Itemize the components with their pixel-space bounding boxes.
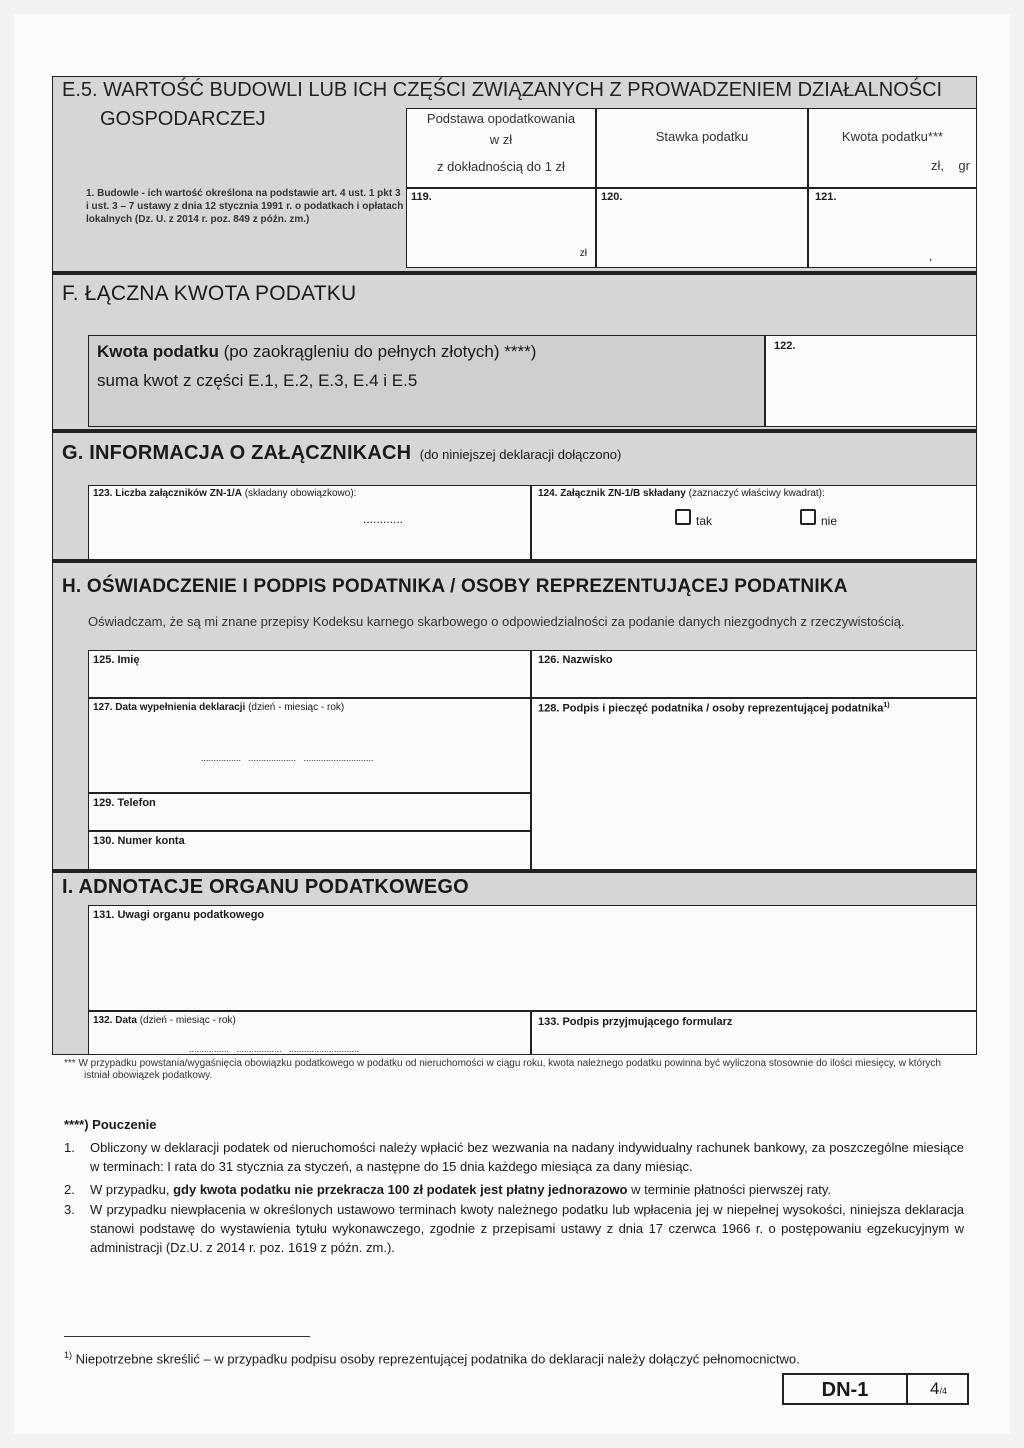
field-119-unit: zł <box>579 248 587 259</box>
notice-item-2 <box>64 1180 964 1199</box>
field-121[interactable] <box>808 188 977 268</box>
field-126-label: 126. Nazwisko <box>538 654 613 666</box>
field-132[interactable] <box>88 1011 531 1055</box>
field-132-label <box>93 1015 236 1026</box>
section-f-title <box>62 282 356 306</box>
field-125-label: 125. Imię <box>93 654 140 666</box>
field-120-label: 120. <box>601 191 623 203</box>
field-123-label <box>93 488 356 499</box>
form-id: DN-1 <box>821 1379 869 1401</box>
field-122[interactable] <box>765 335 977 427</box>
field-119[interactable] <box>406 188 596 268</box>
field-131-label: 131. Uwagi organu podatkowego <box>93 909 265 921</box>
field-123[interactable] <box>88 485 531 560</box>
col-header-amount-label: Kwota podatku*** <box>841 129 944 144</box>
notice-item-2-number: 2. <box>64 1182 75 1197</box>
field-total-label-bold: Kwota podatku <box>97 342 219 361</box>
field-121-separator: , <box>929 249 933 263</box>
field-129[interactable] <box>88 793 531 831</box>
field-124 <box>531 485 977 560</box>
field-130[interactable] <box>88 831 531 870</box>
section-i-title <box>62 876 469 899</box>
checkbox-yes-label: tak <box>696 514 713 528</box>
field-133[interactable] <box>531 1011 977 1055</box>
field-120[interactable] <box>596 188 808 268</box>
checkbox-no-label: nie <box>821 514 838 528</box>
notice-item-3 <box>64 1200 964 1257</box>
field-121-label: 121. <box>815 191 837 203</box>
field-122-label: 122. <box>774 340 796 352</box>
page-number-cell <box>906 1375 969 1403</box>
col-header-base-line1: Podstawa opodatkowania <box>426 111 576 126</box>
field-127-label-rest: (dzień - miesiąc - rok) <box>245 702 345 713</box>
notice-title-text: ****) Pouczenie <box>64 1117 157 1132</box>
section-g-subtitle: (do niniejszej deklaracji dołączono) <box>419 447 622 462</box>
notice-item-1-text: Obliczony w deklaracji podatek od nieruchomości należy wpłacić bez wezwania na nadany indywidualny rachunek bankowy, za poszczególne miesiące w terminach: I rata do 31 stycznia za styczeń, a następne do 15 dnia każdego miesiąca za dany miesiąc. <box>90 1140 964 1174</box>
footnote-1-marker: 1) <box>64 1350 73 1360</box>
field-132-label-bold: 132. Data <box>93 1015 137 1026</box>
field-128-label <box>538 702 890 715</box>
field-124-label-bold: 124. Załącznik ZN-1/B składany <box>538 488 686 499</box>
field-119-label: 119. <box>411 191 432 203</box>
field-124-label <box>538 488 825 499</box>
checkbox-yes[interactable] <box>675 508 712 526</box>
notice-item-1-number: 1. <box>64 1140 75 1155</box>
field-total-label <box>88 335 765 427</box>
field-128-footnote-ref: 1) <box>883 702 890 709</box>
field-total-label-rest: (po zaokrągleniu do pełnych złotych) ****) <box>218 342 537 361</box>
field-132-dots: ................ .................. ............................ <box>189 1044 360 1054</box>
form-badge <box>782 1373 969 1405</box>
page-number: 4 <box>930 1379 940 1398</box>
notice-item-2-text <box>90 1180 964 1199</box>
field-128-label-text: 128. Podpis i pieczęć podatnika / osoby reprezentującej podatnika <box>538 702 884 715</box>
footnote-stars-text: W przypadku powstania/wygaśnięcia obowiązku podatkowego w podatku od nieruchomości w ciągu roku, kwota należnego podatku powinna być wyliczona stosownie do ilości miesięcy, w których istniał obowiązek podatkowy. <box>78 1058 941 1081</box>
notice-item-1 <box>64 1138 964 1176</box>
col-header-base-line2: w zł <box>489 132 513 147</box>
page-total: /4 <box>939 1386 947 1396</box>
footnote-stars <box>64 1058 964 1082</box>
footnote-stars-marker: *** <box>64 1058 76 1069</box>
section-e5-title-line1: E.5. WARTOŚĆ BUDOWLI LUB ICH CZĘŚCI ZWIĄZANYCH Z PROWADZENIEM DZIAŁALNOŚCI <box>62 79 943 101</box>
section-f-title-text: F. ŁĄCZNA KWOTA PODATKU <box>62 282 357 305</box>
section-h-statement-text: Oświadczam, że są mi znane przepisy Kodeksu karnego skarbowego o odpowiedzialności za podanie danych niezgodnych z rzeczywistością. <box>88 614 905 629</box>
field-123-dots: ............ <box>363 512 404 526</box>
field-125[interactable] <box>88 650 531 698</box>
e5-row-label <box>86 187 406 226</box>
notice-item-2-text-b: w terminie płatności pierwszej raty. <box>627 1182 831 1197</box>
footnote-1 <box>64 1350 864 1366</box>
field-total-label-line1 <box>97 342 756 362</box>
field-131[interactable] <box>88 905 977 1011</box>
section-g-title-text: G. INFORMACJA O ZAŁĄCZNIKACH <box>62 442 412 464</box>
section-i-title-text: I. ADNOTACJE ORGANU PODATKOWEGO <box>62 876 469 898</box>
col-header-rate <box>596 108 808 188</box>
col-header-rate-label: Stawka podatku <box>655 129 749 144</box>
field-124-label-rest: (zaznaczyć właściwy kwadrat): <box>685 488 825 499</box>
checkbox-no-box[interactable] <box>800 509 816 525</box>
notice-item-2-text-bold: gdy kwota podatku nie przekracza 100 zł podatek jest płatny jednorazowo <box>173 1182 628 1197</box>
section-g-title <box>62 442 621 465</box>
section-h-title-text: H. OŚWIADCZENIE I PODPIS PODATNIKA / OSOBY REPREZENTUJĄCEJ PODATNIKA <box>62 576 848 597</box>
checkbox-yes-box[interactable] <box>675 509 691 525</box>
section-h-statement <box>88 614 973 629</box>
notice-item-2-text-a: W przypadku, <box>90 1182 174 1197</box>
footnote-separator <box>64 1336 310 1337</box>
field-127-label <box>93 702 344 713</box>
field-total-label-line2: suma kwot z części E.1, E.2, E.3, E.4 i E.5 <box>97 371 418 390</box>
notice-item-3-text: W przypadku niewpłacenia w określonych ustawowo terminach kwoty należnego podatku lub wpłacenia jej w niepełnej wysokości, niniejsza deklaracja stanowi podstawę do wystawienia tytułu wykonawczego, zgodnie z przepisami ustawy z dnia 17 czerwca 1966 r. o postępowaniu egzekucyjnym w administracji (Dz.U. z 2014 r. poz. 1619 z późn. zm.). <box>90 1202 964 1255</box>
footnote-1-text: Niepotrzebne skreślić – w przypadku podpisu osoby reprezentującej podatnika do deklaracji należy dołączyć pełnomocnictwo. <box>75 1351 800 1367</box>
section-e5-title-line2: GOSPODARCZEJ <box>100 108 266 130</box>
field-127-label-bold: 127. Data wypełnienia deklaracji <box>93 702 246 713</box>
field-132-label-rest: (dzień - miesiąc - rok) <box>136 1015 236 1026</box>
field-129-label: 129. Telefon <box>93 797 156 809</box>
col-header-base-line3: z dokładnością do 1 zł <box>437 159 565 174</box>
field-127[interactable] <box>88 698 531 793</box>
field-123-label-bold: 123. Liczba załączników ZN-1/A <box>93 488 242 499</box>
field-128[interactable] <box>531 698 977 870</box>
field-133-label: 133. Podpis przyjmującego formularz <box>538 1016 733 1028</box>
notice-item-3-number: 3. <box>64 1202 75 1217</box>
field-130-label: 130. Numer konta <box>93 835 185 847</box>
col-header-base <box>406 108 596 188</box>
col-header-amount-units: zł, gr <box>930 158 970 173</box>
checkbox-no[interactable] <box>800 508 837 526</box>
col-header-amount <box>808 108 977 188</box>
e5-row-label-text: 1. Budowle - ich wartość określona na podstawie art. 4 ust. 1 pkt 3 i ust. 3 – 7 ustawy z dnia 12 stycznia 1991 r. o podatkach i opłatach lokalnych (Dz. U. z 2014 r. poz. 849 z późn. zm.) <box>86 188 404 225</box>
field-123-label-rest: (składany obowiązkowo): <box>241 488 357 499</box>
field-127-dots: ................ ................... ............................ <box>201 753 374 763</box>
notice-title <box>64 1117 156 1132</box>
field-126[interactable] <box>531 650 977 698</box>
section-h-title <box>62 576 848 598</box>
